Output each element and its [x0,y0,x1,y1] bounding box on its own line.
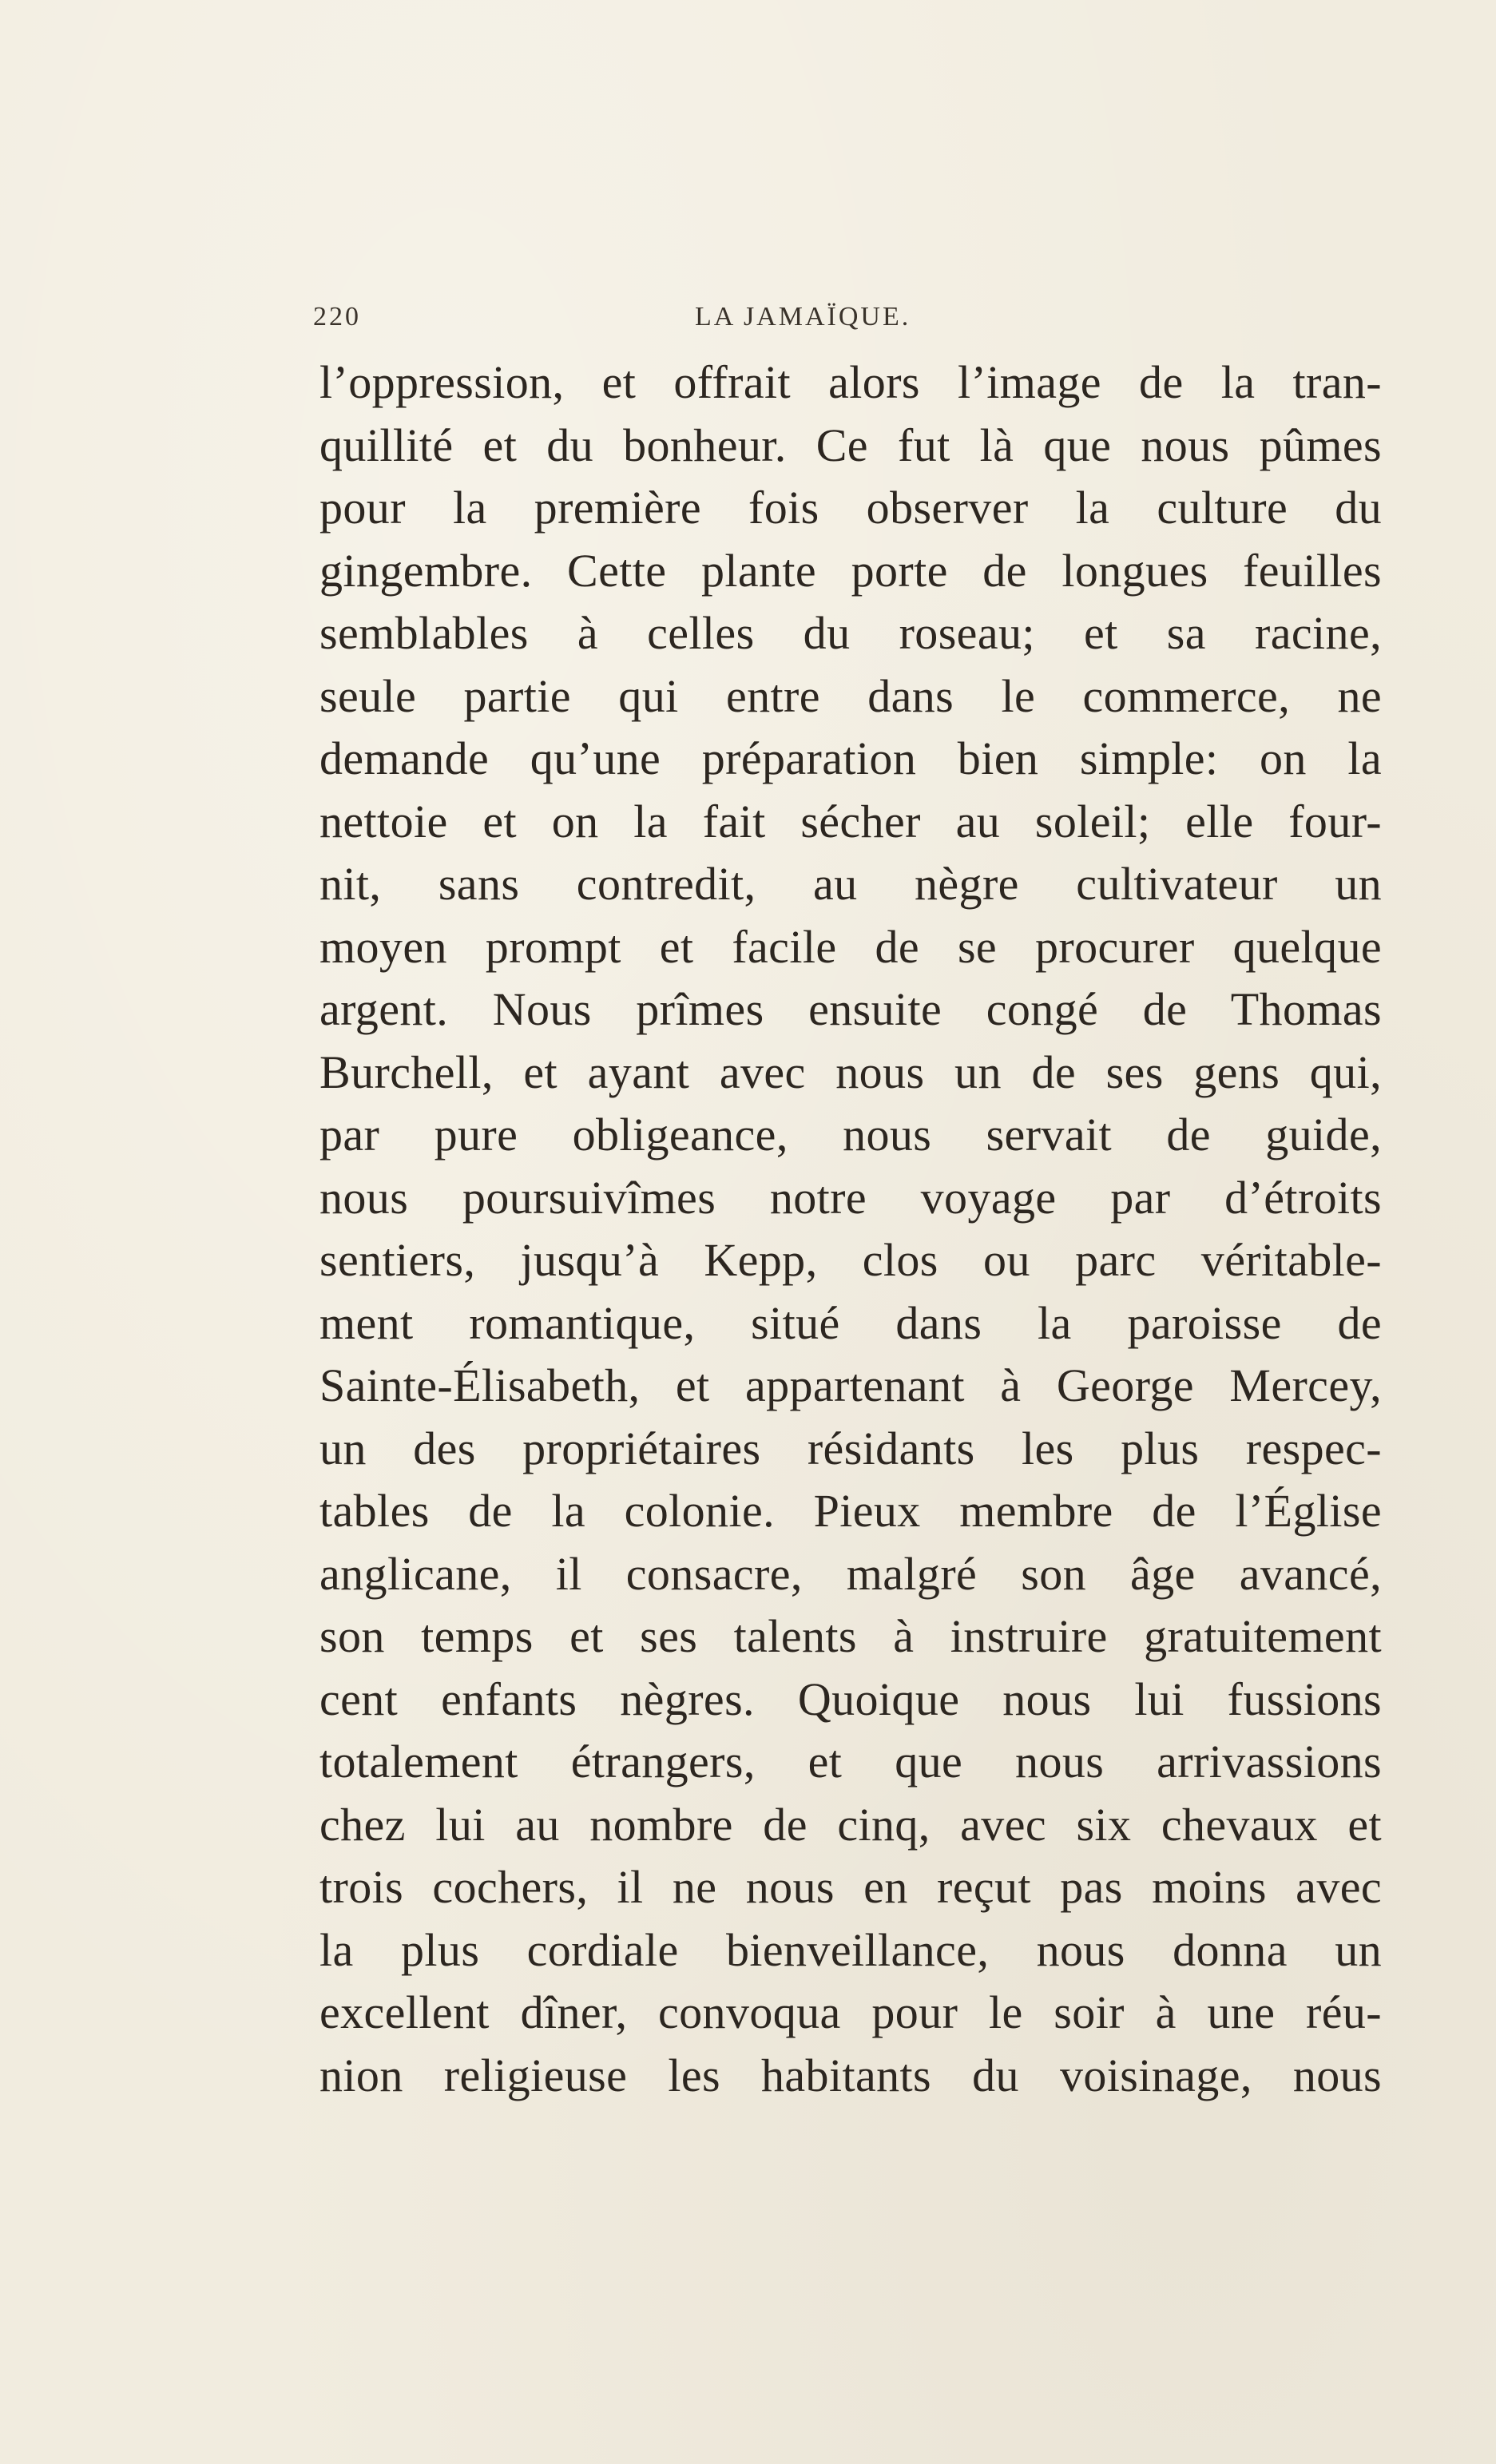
page-number: 220 [313,302,361,331]
text-line: la plus cordiale bienveillance, nous donna un [319,1923,1382,1976]
text-line: gingembre. Cette plante porte de longues feuilles [319,544,1382,597]
text-line: anglicane, il consacre, malgré son âge avancé, [319,1547,1382,1600]
text-line: nous poursuivîmes notre voyage par d’étroits [319,1171,1382,1224]
text-line: pour la première fois observer la culture du [319,482,1382,534]
text-line: nettoie et on la fait sécher au soleil; elle four- [319,795,1382,847]
page-header [313,302,1024,342]
text-line: excellent dîner, convoqua pour le soir à une réu- [319,1986,1382,2038]
text-line: tables de la colonie. Pieux membre de l’Église [319,1485,1382,1537]
text-line: nit, sans contredit, au nègre cultivateur un [319,858,1382,910]
text-line: par pure obligeance, nous servait de guide, [319,1109,1382,1161]
text-line: sentiers, jusqu’à Kepp, clos ou parc véritable- [319,1234,1382,1286]
text-line: cent enfants nègres. Quoique nous lui fussions [319,1672,1382,1725]
text-line: Sainte-Élisabeth, et appartenant à George Mercey, [319,1359,1382,1411]
text-line: semblables à celles du roseau; et sa racine, [319,607,1382,659]
text-line: chez lui au nombre de cinq, avec six chevaux et [319,1798,1382,1851]
text-line: un des propriétaires résidants les plus respec- [319,1422,1382,1474]
text-line: argent. Nous prîmes ensuite congé de Thomas [319,983,1382,1035]
text-line: ment romantique, situé dans la paroisse de [319,1296,1382,1349]
text-line: quillité et du bonheur. Ce fut là que nous pûmes [319,419,1382,471]
body-text [319,351,1382,2107]
text-line: totalement étrangers, et que nous arrivassions [319,1736,1382,1787]
running-title: LA JAMAÏQUE. [695,302,911,331]
text-line: nion religieuse les habitants du voisinage, nous [319,2049,1382,2101]
text-line: moyen prompt et facile de se procurer quelque [319,920,1382,973]
text-line: son temps et ses talents à instruire gratuitement [319,1610,1382,1662]
text-line: l’oppression, et offrait alors l’image de la tran- [319,356,1382,408]
text-line: Burchell, et ayant avec nous un de ses gens qui, [319,1046,1382,1098]
text-line: seule partie qui entre dans le commerce, ne [319,669,1382,722]
text-line: trois cochers, il ne nous en reçut pas moins avec [319,1861,1382,1913]
text-line: demande qu’une préparation bien simple: on la [319,732,1382,784]
